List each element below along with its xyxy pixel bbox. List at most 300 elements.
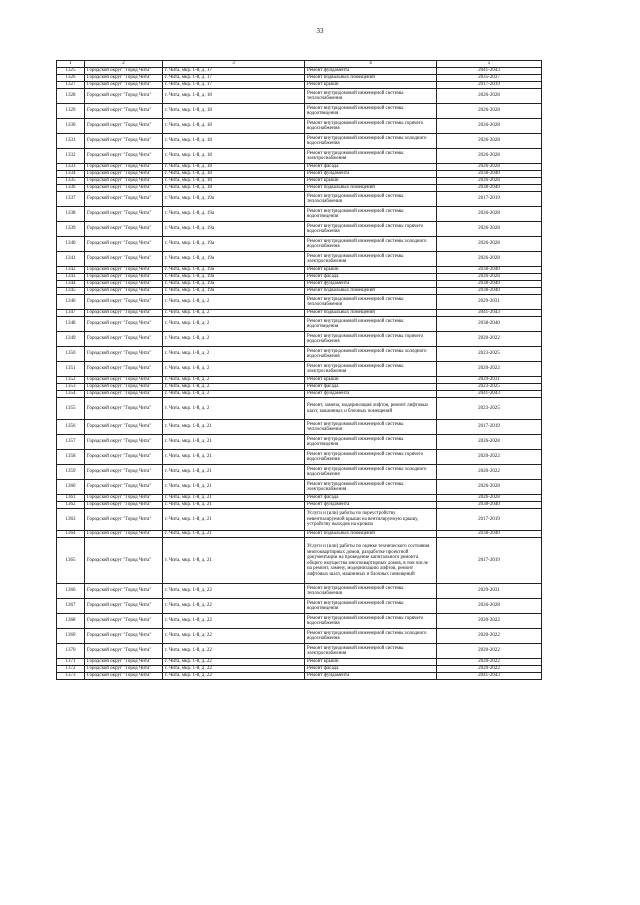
municipality-cell: Городской округ "Город Чита" [85, 629, 163, 644]
address-cell: г. Чита, мкр. 1-й, д. 2 [163, 332, 305, 347]
period-cell: 2026-2028 [437, 134, 542, 149]
municipality-cell: Городской округ "Город Чита" [85, 164, 163, 171]
row-number-cell: 1368 [57, 614, 85, 629]
page-number: 33 [316, 27, 324, 35]
municipality-cell: Городской округ "Город Чита" [85, 465, 163, 480]
period-cell: 2026-2028 [437, 237, 542, 252]
work-type-cell: Ремонт внутридомовой инженерной системы водоотведения [305, 435, 437, 450]
work-type-cell: Ремонт внутридомовой инженерной системы электроснабжения [305, 149, 437, 164]
row-number-cell: 1346 [57, 295, 85, 310]
work-type-cell: Ремонт внутридомовой инженерной системы горячего водоснабжения [305, 614, 437, 629]
table-row [57, 480, 542, 495]
address-cell: г. Чита, мкр. 1-й, д. 21 [163, 502, 305, 509]
work-type-cell: Ремонт крыши [305, 178, 437, 185]
municipality-cell: Городской округ "Город Чита" [85, 347, 163, 362]
address-cell: г. Чита, мкр. 1-й, д. 21 [163, 538, 305, 584]
work-type-cell: Ремонт фундамента [305, 281, 437, 288]
work-type-cell: Ремонт подвальных помещений [305, 531, 437, 538]
municipality-cell: Городской округ "Город Чита" [85, 185, 163, 192]
table-row [57, 82, 542, 89]
work-type-cell: Ремонт внутридомовой инженерной системы холодного водоснабжения [305, 237, 437, 252]
work-type-cell: Услуги и (или) работы по оценке технического состояния многоквартирных домов, разработке проектной документации на проведение капитального ремонта общего имущества многоквартирных домов, в том числе на ремонт, замену, модернизацию лифтов, ремонт лифтовых шахт, машинных и блочных помещений [305, 538, 437, 584]
address-cell: г. Чита, мкр. 1-й, д. 18 [163, 178, 305, 185]
work-type-cell: Ремонт крыши [305, 267, 437, 274]
period-cell: 2023-2025 [437, 384, 542, 391]
table-row [57, 295, 542, 310]
work-type-cell: Ремонт внутридомовой инженерной системы водоотведения [305, 599, 437, 614]
period-cell: 2017-2019 [437, 420, 542, 435]
table-row [57, 629, 542, 644]
period-cell: 2020-2022 [437, 629, 542, 644]
work-type-cell: Ремонт внутридомовой инженерной системы холодного водоснабжения [305, 134, 437, 149]
table-row [57, 538, 542, 584]
table-row [57, 207, 542, 222]
table-row [57, 398, 542, 420]
municipality-cell: Городской округ "Город Чита" [85, 222, 163, 237]
address-cell: г. Чита, мкр. 1-й, д. 19а [163, 267, 305, 274]
period-cell: 2026-2028 [437, 222, 542, 237]
period-cell: 2038-2040 [437, 288, 542, 295]
row-number-cell: 1357 [57, 435, 85, 450]
row-number-cell: 1328 [57, 89, 85, 104]
row-number-cell: 1332 [57, 149, 85, 164]
table-row [57, 465, 542, 480]
work-type-cell: Ремонт внутридомовой инженерной системы теплоснабжения [305, 295, 437, 310]
period-cell: 2026-2028 [437, 480, 542, 495]
table-row [57, 317, 542, 332]
row-number-cell: 1373 [57, 673, 85, 680]
period-cell: 2020-2022 [437, 644, 542, 659]
work-type-cell: Ремонт внутридомовой инженерной системы горячего водоснабжения [305, 222, 437, 237]
work-type-cell: Ремонт крыши [305, 82, 437, 89]
period-cell: 2041-2043 [437, 68, 542, 75]
address-cell: г. Чита, мкр. 1-й, д. 21 [163, 435, 305, 450]
row-number-cell: 1352 [57, 377, 85, 384]
municipality-cell: Городской округ "Город Чита" [85, 435, 163, 450]
work-type-cell: Ремонт крыши [305, 377, 437, 384]
address-cell: г. Чита, мкр. 1-й, д. 22 [163, 584, 305, 599]
municipality-cell: Городской округ "Город Чита" [85, 267, 163, 274]
municipality-cell: Городской округ "Город Чита" [85, 119, 163, 134]
table-row [57, 104, 542, 119]
work-type-cell: Ремонт внутридомовой инженерной системы теплоснабжения [305, 89, 437, 104]
work-type-cell: Ремонт, замена, модернизация лифтов, ремонт лифтовых шахт, машинных и блочных помещений [305, 398, 437, 420]
row-number-cell: 1327 [57, 82, 85, 89]
address-cell: г. Чита, мкр. 1-й, д. 22 [163, 599, 305, 614]
municipality-cell: Городской округ "Город Чита" [85, 68, 163, 75]
address-cell: г. Чита, мкр. 1-й, д. 19а [163, 237, 305, 252]
municipality-cell: Городской округ "Город Чита" [85, 495, 163, 502]
table-header-row [57, 61, 542, 68]
period-cell: 2026-2028 [437, 178, 542, 185]
address-cell: г. Чита, мкр. 1-й, д. 18 [163, 171, 305, 178]
municipality-cell: Городской округ "Город Чита" [85, 207, 163, 222]
row-number-cell: 1339 [57, 222, 85, 237]
period-cell: 2038-2040 [437, 317, 542, 332]
address-cell: г. Чита, мкр. 1-й, д. 21 [163, 495, 305, 502]
table-row [57, 171, 542, 178]
table-row [57, 659, 542, 666]
period-cell: 2026-2028 [437, 495, 542, 502]
municipality-cell: Городской округ "Город Чита" [85, 171, 163, 178]
row-number-cell: 1372 [57, 666, 85, 673]
period-cell: 2020-2022 [437, 659, 542, 666]
work-type-cell: Ремонт внутридомовой инженерной системы холодного водоснабжения [305, 465, 437, 480]
table-row [57, 391, 542, 398]
address-cell: г. Чита, мкр. 1-й, д. 18 [163, 149, 305, 164]
work-type-cell: Ремонт фундамента [305, 171, 437, 178]
address-cell: г. Чита, мкр. 1-й, д. 18 [163, 164, 305, 171]
table-row [57, 495, 542, 502]
municipality-cell: Городской округ "Город Чита" [85, 75, 163, 82]
row-number-cell: 1350 [57, 347, 85, 362]
municipality-cell: Городской округ "Город Чита" [85, 89, 163, 104]
work-type-cell: Ремонт фасада [305, 274, 437, 281]
work-type-cell: Ремонт крыши [305, 659, 437, 666]
municipality-cell: Городской округ "Город Чита" [85, 391, 163, 398]
period-cell: 2026-2028 [437, 89, 542, 104]
period-cell: 2035-2037 [437, 75, 542, 82]
address-cell: г. Чита, мкр. 1-й, д. 19а [163, 274, 305, 281]
work-type-cell: Ремонт фасада [305, 384, 437, 391]
period-cell: 2041-2043 [437, 310, 542, 317]
table-row [57, 178, 542, 185]
period-cell: 2017-2019 [437, 538, 542, 584]
address-cell: г. Чита, мкр. 1-й, д. 18 [163, 104, 305, 119]
table-row [57, 673, 542, 680]
municipality-cell: Городской округ "Город Чита" [85, 82, 163, 89]
address-cell: г. Чита, мкр. 1-й, д. 22 [163, 629, 305, 644]
period-cell: 2026-2028 [437, 274, 542, 281]
row-number-cell: 1341 [57, 252, 85, 267]
table-row [57, 644, 542, 659]
table-row [57, 68, 542, 75]
table-row [57, 614, 542, 629]
row-number-cell: 1362 [57, 502, 85, 509]
address-cell: г. Чита, мкр. 1-й, д. 2 [163, 310, 305, 317]
address-cell: г. Чита, мкр. 1-й, д. 2 [163, 398, 305, 420]
row-number-cell: 1365 [57, 538, 85, 584]
address-cell: г. Чита, мкр. 1-й, д. 22 [163, 614, 305, 629]
row-number-cell: 1344 [57, 281, 85, 288]
work-type-cell: Ремонт внутридомовой инженерной системы электроснабжения [305, 252, 437, 267]
address-cell: г. Чита, мкр. 1-й, д. 21 [163, 420, 305, 435]
period-cell: 2023-2025 [437, 347, 542, 362]
period-cell: 2026-2028 [437, 119, 542, 134]
table-row [57, 274, 542, 281]
municipality-cell: Городской округ "Город Чита" [85, 332, 163, 347]
row-number-cell: 1330 [57, 119, 85, 134]
period-cell: 2041-2043 [437, 391, 542, 398]
work-type-cell: Ремонт внутридомовой инженерной системы электроснабжения [305, 480, 437, 495]
row-number-cell: 1369 [57, 629, 85, 644]
municipality-cell: Городской округ "Город Чита" [85, 192, 163, 207]
row-number-cell: 1325 [57, 68, 85, 75]
period-cell: 2017-2019 [437, 192, 542, 207]
row-number-cell: 1343 [57, 274, 85, 281]
address-cell: г. Чита, мкр. 1-й, д. 21 [163, 480, 305, 495]
table-row [57, 502, 542, 509]
work-type-cell: Ремонт фундамента [305, 391, 437, 398]
municipality-cell: Городской округ "Город Чита" [85, 502, 163, 509]
table-row [57, 185, 542, 192]
table-row [57, 599, 542, 614]
period-cell: 2041-2043 [437, 673, 542, 680]
row-number-cell: 1345 [57, 288, 85, 295]
work-type-cell: Ремонт внутридомовой инженерной системы теплоснабжения [305, 420, 437, 435]
row-number-cell: 1360 [57, 480, 85, 495]
address-cell: г. Чита, мкр. 1-й, д. 19а [163, 252, 305, 267]
column-header: 4 [305, 61, 437, 68]
municipality-cell: Городской округ "Город Чита" [85, 480, 163, 495]
row-number-cell: 1355 [57, 398, 85, 420]
row-number-cell: 1329 [57, 104, 85, 119]
table-row [57, 584, 542, 599]
period-cell: 2026-2028 [437, 149, 542, 164]
municipality-cell: Городской округ "Город Чита" [85, 252, 163, 267]
table-row [57, 119, 542, 134]
address-cell: г. Чита, мкр. 1-й, д. 2 [163, 377, 305, 384]
work-type-cell: Ремонт внутридомовой инженерной системы электроснабжения [305, 362, 437, 377]
work-type-cell: Ремонт фундамента [305, 502, 437, 509]
work-type-cell: Ремонт фасада [305, 666, 437, 673]
period-cell: 2029-2031 [437, 377, 542, 384]
period-cell: 2026-2028 [437, 207, 542, 222]
municipality-cell: Городской округ "Город Чита" [85, 599, 163, 614]
address-cell: г. Чита, мкр. 1-й, д. 17 [163, 68, 305, 75]
work-type-cell: Ремонт внутридомовой инженерной системы горячего водоснабжения [305, 332, 437, 347]
period-cell: 2038-2040 [437, 171, 542, 178]
table-row [57, 222, 542, 237]
municipality-cell: Городской округ "Город Чита" [85, 281, 163, 288]
period-cell: 2020-2022 [437, 666, 542, 673]
table-row [57, 435, 542, 450]
work-type-cell: Ремонт внутридомовой инженерной системы теплоснабжения [305, 192, 437, 207]
period-cell: 2026-2028 [437, 252, 542, 267]
municipality-cell: Городской округ "Город Чита" [85, 362, 163, 377]
row-number-cell: 1349 [57, 332, 85, 347]
period-cell: 2038-2040 [437, 267, 542, 274]
period-cell: 2020-2022 [437, 450, 542, 465]
period-cell: 2026-2028 [437, 104, 542, 119]
row-number-cell: 1338 [57, 207, 85, 222]
municipality-cell: Городской округ "Город Чита" [85, 450, 163, 465]
table-row [57, 362, 542, 377]
address-cell: г. Чита, мкр. 1-й, д. 18 [163, 185, 305, 192]
period-cell: 2029-2031 [437, 295, 542, 310]
table-row [57, 377, 542, 384]
address-cell: г. Чита, мкр. 1-й, д. 22 [163, 666, 305, 673]
municipality-cell: Городской округ "Город Чита" [85, 104, 163, 119]
table-row [57, 420, 542, 435]
table-row [57, 75, 542, 82]
address-cell: г. Чита, мкр. 1-й, д. 18 [163, 134, 305, 149]
municipality-cell: Городской округ "Город Чита" [85, 644, 163, 659]
address-cell: г. Чита, мкр. 1-й, д. 2 [163, 362, 305, 377]
period-cell: 2020-2022 [437, 614, 542, 629]
capital-repair-table [56, 60, 542, 680]
address-cell: г. Чита, мкр. 1-й, д. 19а [163, 192, 305, 207]
municipality-cell: Городской округ "Город Чита" [85, 288, 163, 295]
row-number-cell: 1342 [57, 267, 85, 274]
row-number-cell: 1326 [57, 75, 85, 82]
work-type-cell: Ремонт внутридомовой инженерной системы электроснабжения [305, 644, 437, 659]
municipality-cell: Городской округ "Город Чита" [85, 274, 163, 281]
period-cell: 2017-2019 [437, 509, 542, 531]
row-number-cell: 1340 [57, 237, 85, 252]
municipality-cell: Городской округ "Город Чита" [85, 310, 163, 317]
table-row [57, 450, 542, 465]
municipality-cell: Городской округ "Город Чита" [85, 149, 163, 164]
address-cell: г. Чита, мкр. 1-й, д. 17 [163, 82, 305, 89]
row-number-cell: 1361 [57, 495, 85, 502]
table-row [57, 252, 542, 267]
column-header: 1 [57, 61, 85, 68]
address-cell: г. Чита, мкр. 1-й, д. 2 [163, 384, 305, 391]
work-type-cell: Ремонт внутридомовой инженерной системы водоотведения [305, 207, 437, 222]
period-cell: 2038-2040 [437, 502, 542, 509]
address-cell: г. Чита, мкр. 1-й, д. 2 [163, 317, 305, 332]
address-cell: г. Чита, мкр. 1-й, д. 21 [163, 450, 305, 465]
address-cell: г. Чита, мкр. 1-й, д. 18 [163, 89, 305, 104]
work-type-cell: Ремонт внутридомовой инженерной системы горячего водоснабжения [305, 119, 437, 134]
table-row [57, 164, 542, 171]
table-row [57, 134, 542, 149]
municipality-cell: Городской округ "Город Чита" [85, 614, 163, 629]
table-row [57, 666, 542, 673]
address-cell: г. Чита, мкр. 1-й, д. 22 [163, 673, 305, 680]
address-cell: г. Чита, мкр. 1-й, д. 21 [163, 465, 305, 480]
municipality-cell: Городской округ "Город Чита" [85, 317, 163, 332]
address-cell: г. Чита, мкр. 1-й, д. 22 [163, 659, 305, 666]
table-row [57, 347, 542, 362]
municipality-cell: Городской округ "Город Чита" [85, 134, 163, 149]
period-cell: 2038-2040 [437, 185, 542, 192]
work-type-cell: Ремонт внутридомовой инженерной системы холодного водоснабжения [305, 347, 437, 362]
work-type-cell: Ремонт фундамента [305, 68, 437, 75]
period-cell: 2026-2028 [437, 435, 542, 450]
work-type-cell: Ремонт подвальных помещений [305, 310, 437, 317]
municipality-cell: Городской округ "Город Чита" [85, 666, 163, 673]
address-cell: г. Чита, мкр. 1-й, д. 19а [163, 222, 305, 237]
row-number-cell: 1351 [57, 362, 85, 377]
row-number-cell: 1336 [57, 185, 85, 192]
table-row [57, 267, 542, 274]
row-number-cell: 1333 [57, 164, 85, 171]
work-type-cell: Ремонт внутридомовой инженерной системы водоотведения [305, 317, 437, 332]
table-row [57, 384, 542, 391]
work-type-cell: Ремонт внутридомовой инженерной системы горячего водоснабжения [305, 450, 437, 465]
period-cell: 2020-2022 [437, 362, 542, 377]
row-number-cell: 1371 [57, 659, 85, 666]
work-type-cell: Ремонт фасада [305, 164, 437, 171]
period-cell: 2026-2028 [437, 164, 542, 171]
row-number-cell: 1358 [57, 450, 85, 465]
row-number-cell: 1366 [57, 584, 85, 599]
address-cell: г. Чита, мкр. 1-й, д. 19а [163, 288, 305, 295]
row-number-cell: 1367 [57, 599, 85, 614]
municipality-cell: Городской округ "Город Чита" [85, 384, 163, 391]
row-number-cell: 1335 [57, 178, 85, 185]
row-number-cell: 1370 [57, 644, 85, 659]
address-cell: г. Чита, мкр. 1-й, д. 2 [163, 295, 305, 310]
municipality-cell: Городской округ "Город Чита" [85, 509, 163, 531]
work-type-cell: Ремонт фундамента [305, 673, 437, 680]
row-number-cell: 1353 [57, 384, 85, 391]
municipality-cell: Городской округ "Город Чита" [85, 178, 163, 185]
address-cell: г. Чита, мкр. 1-й, д. 21 [163, 509, 305, 531]
address-cell: г. Чита, мкр. 1-й, д. 19а [163, 207, 305, 222]
municipality-cell: Городской округ "Город Чита" [85, 538, 163, 584]
row-number-cell: 1331 [57, 134, 85, 149]
work-type-cell: Ремонт подвальных помещений [305, 75, 437, 82]
municipality-cell: Городской округ "Город Чита" [85, 237, 163, 252]
row-number-cell: 1364 [57, 531, 85, 538]
period-cell: 2038-2040 [437, 281, 542, 288]
row-number-cell: 1354 [57, 391, 85, 398]
period-cell: 2029-2031 [437, 584, 542, 599]
column-header: 3 [163, 61, 305, 68]
address-cell: г. Чита, мкр. 1-й, д. 19а [163, 281, 305, 288]
row-number-cell: 1337 [57, 192, 85, 207]
period-cell: 2038-2040 [437, 531, 542, 538]
row-number-cell: 1356 [57, 420, 85, 435]
municipality-cell: Городской округ "Город Чита" [85, 659, 163, 666]
address-cell: г. Чита, мкр. 1-й, д. 21 [163, 531, 305, 538]
work-type-cell: Ремонт внутридомовой инженерной системы теплоснабжения [305, 584, 437, 599]
row-number-cell: 1334 [57, 171, 85, 178]
table-row [57, 281, 542, 288]
municipality-cell: Городской округ "Город Чита" [85, 531, 163, 538]
table-row [57, 310, 542, 317]
row-number-cell: 1363 [57, 509, 85, 531]
column-header: 2 [85, 61, 163, 68]
table-row [57, 192, 542, 207]
table-row [57, 237, 542, 252]
table-row [57, 89, 542, 104]
municipality-cell: Городской округ "Город Чита" [85, 295, 163, 310]
period-cell: 2020-2022 [437, 332, 542, 347]
work-type-cell: Ремонт фасада [305, 495, 437, 502]
table-row [57, 149, 542, 164]
table-row [57, 531, 542, 538]
period-cell: 2023-2025 [437, 398, 542, 420]
work-type-cell: Ремонт подвальных помещений [305, 185, 437, 192]
address-cell: г. Чита, мкр. 1-й, д. 2 [163, 347, 305, 362]
period-cell: 2017-2019 [437, 82, 542, 89]
table-row [57, 288, 542, 295]
municipality-cell: Городской округ "Город Чита" [85, 584, 163, 599]
municipality-cell: Городской округ "Город Чита" [85, 377, 163, 384]
table-row [57, 332, 542, 347]
work-type-cell: Ремонт внутридомовой инженерной системы холодного водоснабжения [305, 629, 437, 644]
column-header: 5 [437, 61, 542, 68]
period-cell: 2020-2022 [437, 465, 542, 480]
row-number-cell: 1348 [57, 317, 85, 332]
row-number-cell: 1359 [57, 465, 85, 480]
address-cell: г. Чита, мкр. 1-й, д. 22 [163, 644, 305, 659]
municipality-cell: Городской округ "Город Чита" [85, 398, 163, 420]
work-type-cell: Ремонт подвальных помещений [305, 288, 437, 295]
municipality-cell: Городской округ "Город Чита" [85, 420, 163, 435]
work-type-cell: Ремонт внутридомовой инженерной системы водоотведения [305, 104, 437, 119]
work-type-cell: Услуги и (или) работы по переустройству невентилируемой крыши на вентилируемую крышу, устройству выходов на кровлю [305, 509, 437, 531]
municipality-cell: Городской округ "Город Чита" [85, 673, 163, 680]
address-cell: г. Чита, мкр. 1-й, д. 2 [163, 391, 305, 398]
address-cell: г. Чита, мкр. 1-й, д. 17 [163, 75, 305, 82]
table-row [57, 509, 542, 531]
address-cell: г. Чита, мкр. 1-й, д. 18 [163, 119, 305, 134]
